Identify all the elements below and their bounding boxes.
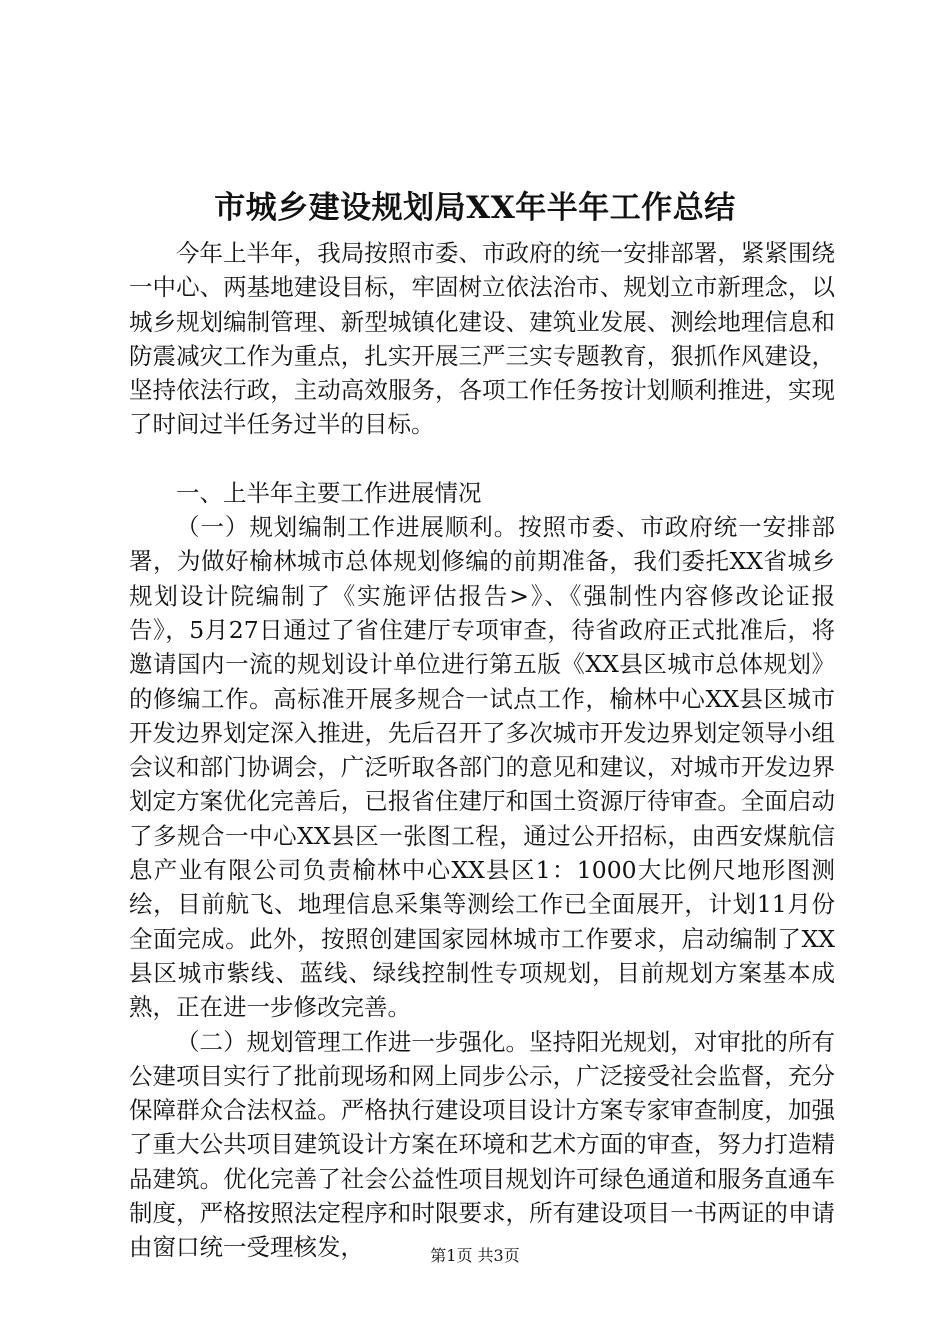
section-heading: 一、上半年主要工作进展情况 — [176, 478, 482, 507]
page-number-footer: 第1页 共3页 — [430, 1246, 520, 1265]
document-body — [129, 236, 835, 1265]
intro-paragraph: 今年上半年，我局按照市委、市政府的统一安排部署，紧紧围绕一中心、两基地建设目标，牢固树立依法治市、规划立市新理念，以城乡规划编制管理、新型城镇化建设、建筑业发展、测绘地理信息和防震减灾工作为重点，扎实开展三严三实专题教育，狠抓作风建设，坚持依法行政，主动高效服务，各项工作任务按计划顺利推进，实现了时间过半任务过半的目标。 — [129, 239, 835, 439]
section-paragraph-planning-management: （二）规划管理工作进一步强化。坚持阳光规划，对审批的所有公建项目实行了批前现场和网上同步公示，广泛接受社会监督，充分保障群众合法权益。严格执行建设项目设计方案专家审查制度，加强了重大公共项目建筑设计方案在环境和艺术方面的审查，努力打造精品建筑。优化完善了社会公益性项目规划许可绿色通道和服务直通车制度，严格按照法定程序和时限要求，所有建设项目一书两证的申请由窗口统一受理核发， — [129, 1027, 835, 1262]
section-paragraph-planning-compilation: （一）规划编制工作进展顺利。按照市委、市政府统一安排部署，为做好榆林城市总体规划修编的前期准备，我们委托XX省城乡规划设计院编制了《实施评估报告>》、《强制性内容修改论证报告》，5月27日通过了省住建厅专项审查，待省政府正式批准后，将邀请国内一流的规划设计单位进行第五版《XX县区城市总体规划》的修编工作。高标准开展多规合一试点工作，榆林中心XX县区城市开发边界划定深入推进，先后召开了多次城市开发边界划定领导小组会议和部门协调会，广泛听取各部门的意见和建议，对城市开发边界划定方案优化完善后，已报省住建厅和国土资源厅待审查。全面启动了多规合一中心XX县区一张图工程，通过公开招标，由西安煤航信息产业有限公司负责榆林中心XX县区1：1000大比例尺地形图测绘，目前航飞、地理信息采集等测绘工作已全面展开，计划11月份全面完成。此外，按照创建国家园林城市工作要求，启动编制了XX县区城市紫线、蓝线、绿线控制性专项规划，目前规划方案基本成熟，正在进一步修改完善。 — [129, 513, 835, 1022]
document-title: 市城乡建设规划局XX年半年工作总结 — [214, 190, 736, 226]
